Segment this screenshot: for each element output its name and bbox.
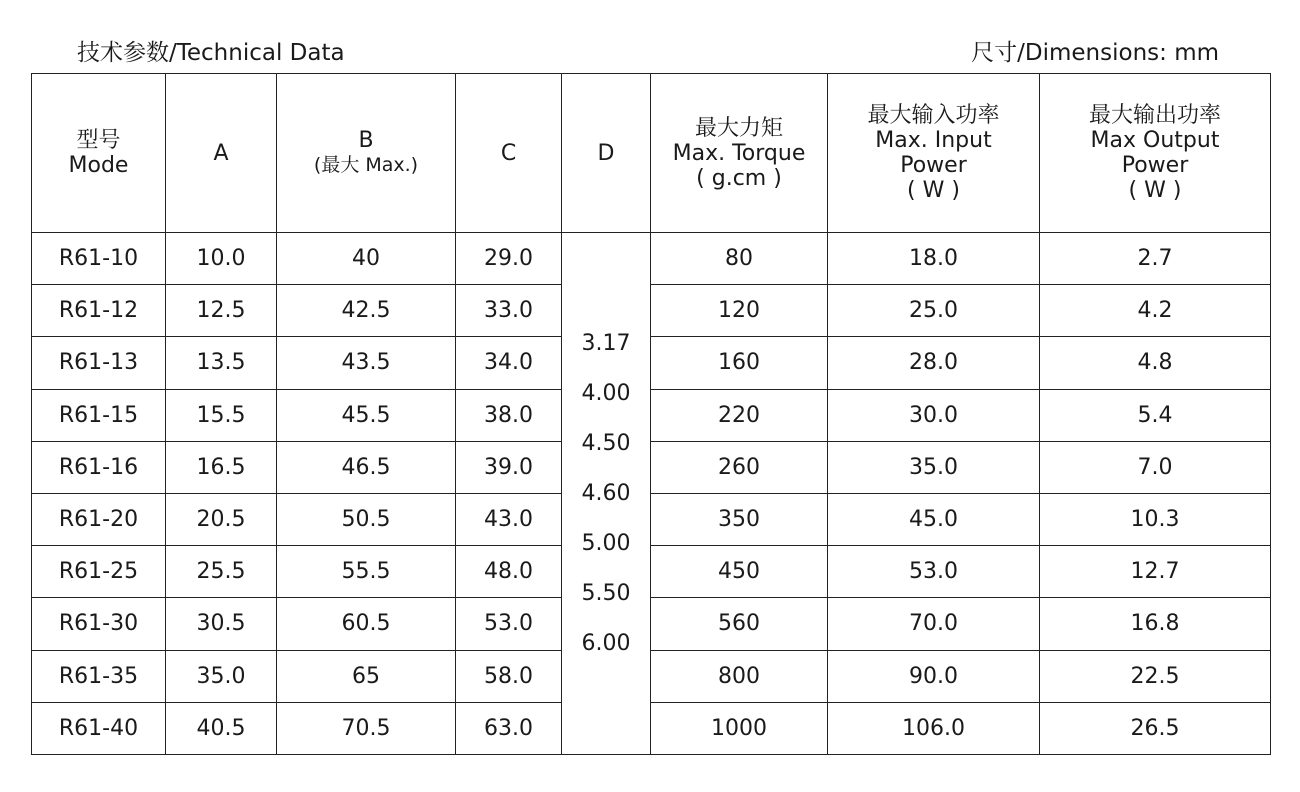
header-input-power-cn: 最大输入功率 bbox=[867, 103, 1000, 128]
cell-torque: 120 bbox=[651, 285, 828, 337]
cell-a: 20.5 bbox=[166, 493, 277, 545]
cell-b: 42.5 bbox=[277, 285, 456, 337]
cell-b: 65 bbox=[277, 650, 456, 702]
cell-c: 58.0 bbox=[456, 650, 562, 702]
cell-model: R61-15 bbox=[32, 389, 166, 441]
cell-model: R61-40 bbox=[32, 702, 166, 754]
cell-a: 10.0 bbox=[166, 233, 277, 285]
cell-torque: 220 bbox=[651, 389, 828, 441]
cell-b: 46.5 bbox=[277, 441, 456, 493]
cell-model: R61-16 bbox=[32, 441, 166, 493]
cell-input-power: 106.0 bbox=[828, 702, 1040, 754]
cell-c: 39.0 bbox=[456, 441, 562, 493]
cell-b: 40 bbox=[277, 233, 456, 285]
cell-input-power: 18.0 bbox=[828, 233, 1040, 285]
cell-output-power: 4.8 bbox=[1040, 337, 1271, 389]
cell-torque: 800 bbox=[651, 650, 828, 702]
cell-output-power: 26.5 bbox=[1040, 702, 1271, 754]
cell-a: 35.0 bbox=[166, 650, 277, 702]
cell-input-power: 45.0 bbox=[828, 493, 1040, 545]
cell-a: 30.5 bbox=[166, 598, 277, 650]
cell-d-merged bbox=[562, 233, 651, 755]
cell-b: 45.5 bbox=[277, 389, 456, 441]
cell-torque: 560 bbox=[651, 598, 828, 650]
cell-output-power: 10.3 bbox=[1040, 493, 1271, 545]
dimensions-unit-label: 尺寸/Dimensions: mm bbox=[971, 40, 1219, 66]
header-output-power-en2: Power bbox=[1121, 153, 1189, 178]
table-row bbox=[32, 702, 1271, 754]
header-output-power-unit: ( W ) bbox=[1128, 178, 1182, 203]
cell-torque: 260 bbox=[651, 441, 828, 493]
header-b bbox=[277, 74, 456, 233]
cell-input-power: 70.0 bbox=[828, 598, 1040, 650]
cell-a: 25.5 bbox=[166, 546, 277, 598]
header-input-power-unit: ( W ) bbox=[907, 178, 960, 203]
cell-b: 55.5 bbox=[277, 546, 456, 598]
cell-model: R61-12 bbox=[32, 285, 166, 337]
table-row bbox=[32, 493, 1271, 545]
cell-c: 43.0 bbox=[456, 493, 562, 545]
cell-a: 15.5 bbox=[166, 389, 277, 441]
cell-b: 60.5 bbox=[277, 598, 456, 650]
cell-model: R61-30 bbox=[32, 598, 166, 650]
cell-output-power: 12.7 bbox=[1040, 546, 1271, 598]
header-input-power-en: Max. Input bbox=[875, 128, 992, 153]
cell-input-power: 53.0 bbox=[828, 546, 1040, 598]
table-row bbox=[32, 598, 1271, 650]
cell-input-power: 90.0 bbox=[828, 650, 1040, 702]
header-output-power-en: Max Output bbox=[1090, 128, 1220, 153]
header-torque-en: Max. Torque bbox=[672, 140, 806, 166]
header-model-en: Mode bbox=[68, 153, 129, 178]
cell-model: R61-20 bbox=[32, 493, 166, 545]
header-input-power bbox=[828, 74, 1040, 233]
header-torque-cn: 最大力矩 bbox=[694, 115, 783, 141]
cell-output-power: 7.0 bbox=[1040, 441, 1271, 493]
cell-c: 63.0 bbox=[456, 702, 562, 754]
cell-torque: 1000 bbox=[651, 702, 828, 754]
d-value: 4.00 bbox=[581, 380, 631, 406]
cell-output-power: 22.5 bbox=[1040, 650, 1271, 702]
cell-model: R61-25 bbox=[32, 546, 166, 598]
table-row bbox=[32, 233, 1271, 285]
header-b-label: B bbox=[358, 128, 374, 153]
header-torque bbox=[651, 74, 828, 233]
d-value: 4.50 bbox=[581, 430, 631, 456]
cell-a: 13.5 bbox=[166, 337, 277, 389]
cell-output-power: 2.7 bbox=[1040, 233, 1271, 285]
d-value: 5.50 bbox=[581, 580, 631, 606]
cell-c: 29.0 bbox=[456, 233, 562, 285]
table-row bbox=[32, 389, 1271, 441]
cell-model: R61-13 bbox=[32, 337, 166, 389]
cell-model: R61-35 bbox=[32, 650, 166, 702]
cell-a: 12.5 bbox=[166, 285, 277, 337]
cell-torque: 350 bbox=[651, 493, 828, 545]
technical-data-title: 技术参数/Technical Data bbox=[77, 40, 345, 66]
cell-torque: 160 bbox=[651, 337, 828, 389]
cell-output-power: 5.4 bbox=[1040, 389, 1271, 441]
cell-output-power: 16.8 bbox=[1040, 598, 1271, 650]
table-body bbox=[32, 233, 1271, 755]
d-value: 6.00 bbox=[581, 630, 631, 656]
cell-c: 34.0 bbox=[456, 337, 562, 389]
d-value: 3.17 bbox=[581, 330, 631, 356]
header-d-label: D bbox=[597, 140, 615, 166]
header-model bbox=[32, 74, 166, 233]
cell-torque: 450 bbox=[651, 546, 828, 598]
cell-input-power: 25.0 bbox=[828, 285, 1040, 337]
d-value-list bbox=[562, 319, 650, 669]
table-row bbox=[32, 546, 1271, 598]
cell-torque: 80 bbox=[651, 233, 828, 285]
cell-c: 33.0 bbox=[456, 285, 562, 337]
header-c bbox=[456, 74, 562, 233]
header-b-note: (最大 Max.) bbox=[313, 154, 419, 176]
table-row bbox=[32, 337, 1271, 389]
cell-input-power: 35.0 bbox=[828, 441, 1040, 493]
header-input-power-en2: Power bbox=[900, 153, 967, 178]
cell-input-power: 28.0 bbox=[828, 337, 1040, 389]
table-row bbox=[32, 650, 1271, 702]
header-a bbox=[166, 74, 277, 233]
d-value: 5.00 bbox=[581, 530, 631, 556]
header-c-label: C bbox=[500, 140, 517, 166]
cell-b: 70.5 bbox=[277, 702, 456, 754]
cell-output-power: 4.2 bbox=[1040, 285, 1271, 337]
cell-a: 40.5 bbox=[166, 702, 277, 754]
header-output-power-cn: 最大输出功率 bbox=[1088, 103, 1221, 128]
cell-model: R61-10 bbox=[32, 233, 166, 285]
header-row bbox=[32, 74, 1271, 233]
cell-c: 48.0 bbox=[456, 546, 562, 598]
header-torque-unit: ( g.cm ) bbox=[696, 165, 782, 191]
d-value: 4.60 bbox=[581, 480, 631, 506]
cell-input-power: 30.0 bbox=[828, 389, 1040, 441]
header-model-cn: 型号 bbox=[76, 128, 121, 153]
cell-a: 16.5 bbox=[166, 441, 277, 493]
table-row bbox=[32, 441, 1271, 493]
cell-c: 38.0 bbox=[456, 389, 562, 441]
table-row bbox=[32, 285, 1271, 337]
header-d bbox=[562, 74, 651, 233]
header-output-power bbox=[1040, 74, 1271, 233]
header-a-label: A bbox=[213, 140, 229, 166]
cell-c: 53.0 bbox=[456, 598, 562, 650]
technical-data-table bbox=[31, 73, 1271, 755]
cell-b: 50.5 bbox=[277, 493, 456, 545]
cell-b: 43.5 bbox=[277, 337, 456, 389]
